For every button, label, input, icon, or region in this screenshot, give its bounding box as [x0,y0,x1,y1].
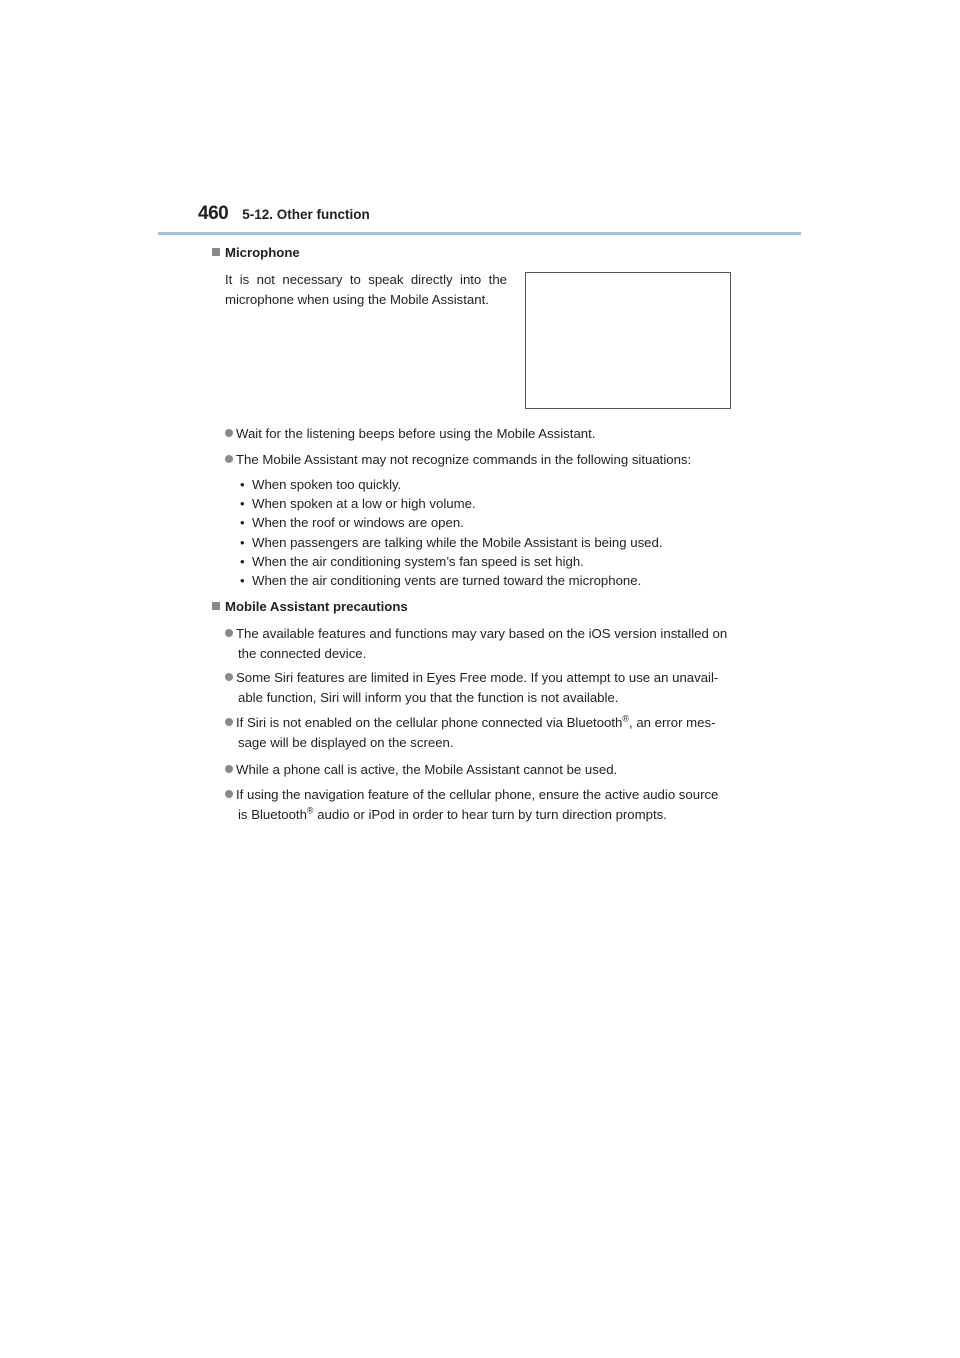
circle-bullet-icon [225,629,233,637]
circle-bullet-icon [225,429,233,437]
header-rule [158,232,801,235]
page-number: 460 [198,203,229,224]
page-header [198,203,370,225]
circle-bullet-icon [225,718,233,726]
square-bullet-icon [212,602,220,610]
circle-bullet-icon [225,765,233,773]
microphone-illustration [525,272,731,409]
list-item: • When passengers are talking while the Mobile Assistant is being used. [240,535,663,550]
circle-bullet-icon [225,790,233,798]
bullet-listening-beeps: Wait for the listening beeps before using the Mobile Assistant. [225,424,595,444]
list-item: • When spoken too quickly. [240,477,402,492]
precautions-heading: Mobile Assistant precautions [212,599,408,614]
list-item: • When the air conditioning vents are turned toward the microphone. [240,573,642,588]
precaution-phone-call: While a phone call is active, the Mobile Assistant cannot be used. [225,760,750,780]
microphone-heading: Microphone [212,245,300,260]
list-item: • When the air conditioning system’s fan speed is set high. [240,554,584,569]
circle-bullet-icon [225,673,233,681]
precaution-navigation: If using the navigation feature of the cellular phone, ensure the active audio source is Bluetooth® audio or iPod in order to hear turn by turn direction prompts. [225,785,750,824]
microphone-intro: It is not necessary to speak directly into the microphone when using the Mobile Assistant. [225,272,507,307]
list-item: • When the roof or windows are open. [240,515,464,530]
square-bullet-icon [212,248,220,256]
circle-bullet-icon [225,455,233,463]
precaution-siri-enabled: If Siri is not enabled on the cellular phone connected via Bluetooth®, an error mes- sage will be displayed on the screen. [225,713,750,752]
precaution-eyes-free: Some Siri features are limited in Eyes Free mode. If you attempt to use an unavail- able function, Siri will inform you that the function is not available. [225,668,750,707]
bullet-recognition: The Mobile Assistant may not recognize commands in the following situations: [225,450,691,470]
list-item: • When spoken at a low or high volume. [240,496,476,511]
precaution-ios-version: The available features and functions may vary based on the iOS version installed on the connected device. [225,624,750,663]
section-title: 5-12. Other function [242,207,370,222]
